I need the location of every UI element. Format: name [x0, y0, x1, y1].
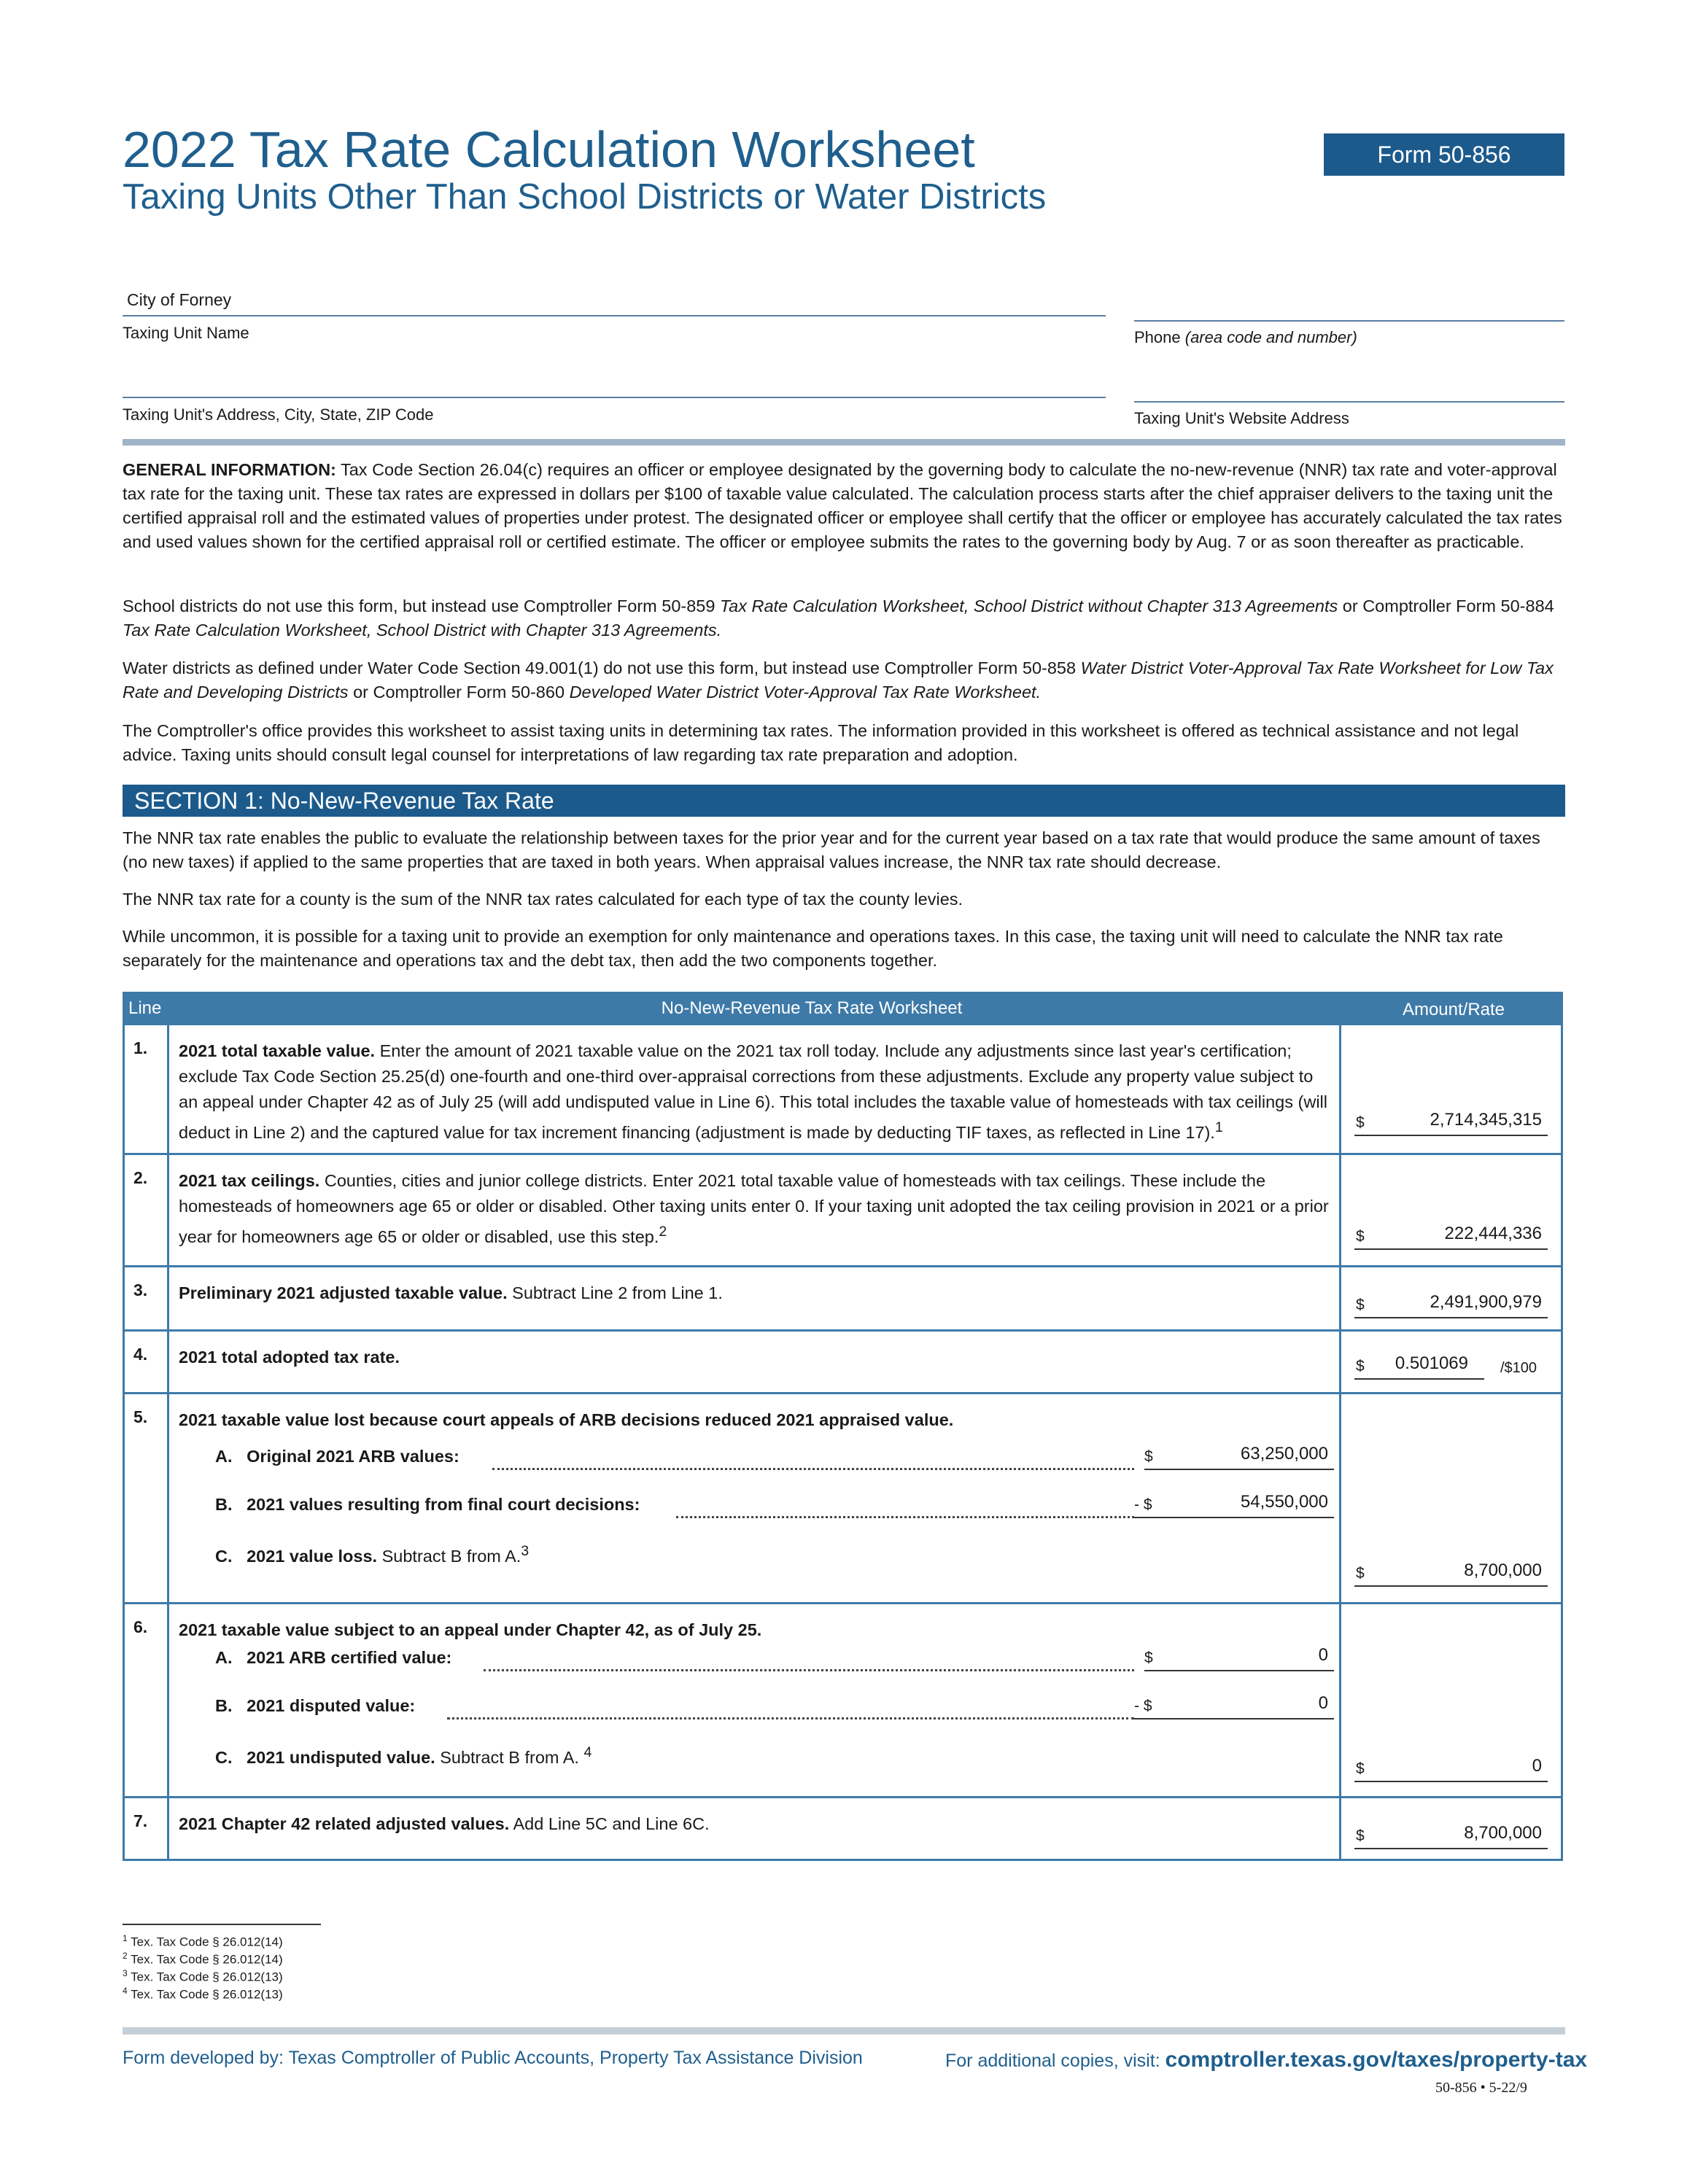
subrow-heading: 2021 undisputed value.: [247, 1747, 435, 1767]
footer-divider: [123, 2027, 1565, 2035]
footnote-rule: [123, 1924, 321, 1925]
dollar-sign: $: [1356, 1760, 1365, 1777]
dollar-sign: $: [1356, 1358, 1365, 1375]
col-amount-header: Amount/Rate: [1402, 1000, 1505, 1019]
subrow-label: [215, 1447, 459, 1466]
footer-copies: [945, 2048, 1587, 2072]
footnote-text: Tex. Tax Code § 26.012(13): [131, 1987, 283, 2002]
website-label: Taxing Unit's Website Address: [1134, 409, 1349, 427]
worksheet-row-6: [123, 1604, 1563, 1798]
subrow-heading: 2021 value loss.: [247, 1546, 378, 1566]
dollar-sign: $: [1144, 1448, 1153, 1465]
amount-cell-divider: [1339, 1155, 1341, 1265]
footnote-text: Tex. Tax Code § 26.012(14): [131, 1935, 283, 1949]
general-info-heading: GENERAL INFORMATION:: [123, 460, 336, 479]
dollar-sign: $: [1356, 1827, 1365, 1844]
row-text: Subtract Line 2 from Line 1.: [507, 1283, 723, 1302]
row-description: [179, 1407, 1331, 1433]
amount-field[interactable]: [1354, 1222, 1548, 1250]
worksheet-row-3: [123, 1267, 1563, 1332]
worksheet-row-5: [123, 1394, 1563, 1604]
general-info-paragraph: [123, 458, 1565, 554]
subrow-letter: B.: [215, 1696, 233, 1715]
section-1-para-1: The NNR tax rate enables the public to evaluate the relationship between taxes for the prior year and for the current year based on a tax rate that would produce the same amount of taxes (no new taxes) if applied to the same properties that are taxed in both years. When appraisal values increase, the NNR tax rate should decrease.: [123, 828, 1540, 871]
col-line-header: Line: [128, 998, 162, 1018]
amount-value: 8,700,000: [1464, 1823, 1542, 1843]
school-form-50-884-title: Tax Rate Calculation Worksheet, School District with Chapter 313 Agreements.: [123, 621, 722, 640]
dollar-sign: $: [1356, 1297, 1365, 1313]
row-text: Add Line 5C and Line 6C.: [509, 1814, 710, 1833]
row-description: [179, 1811, 1331, 1837]
leader-dots: [676, 1514, 1134, 1518]
footer-copies-link[interactable]: comptroller.texas.gov/taxes/property-tax: [1165, 2048, 1588, 2072]
amount-cell-divider: [1339, 1604, 1341, 1796]
taxing-unit-name-line: [123, 315, 1106, 316]
amount-field[interactable]: [1354, 1754, 1548, 1782]
subrow-letter: C.: [215, 1546, 233, 1566]
minus-dollar-sign: - $: [1134, 1698, 1152, 1714]
subrow-label: [215, 1495, 640, 1514]
rate-value: 0.501069: [1395, 1353, 1468, 1373]
subrow-letter: A.: [215, 1648, 233, 1667]
row-number: 1.: [133, 1038, 148, 1057]
leader-dots: [492, 1466, 1134, 1470]
row-text: Counties, cities and junior college districts. Enter 2021 total taxable value of homesteads with tax ceilings. These include the homesteads of homeowners age 65 or older or disabled. Other taxing units enter 0. If your taxing unit adopted the tax ceiling provision in 2021 or a prior year for homeowners age 65 or older or disabled, use this step.: [179, 1171, 1329, 1246]
subrow-text: Subtract B from A.: [377, 1546, 521, 1566]
amount-cell-divider: [1339, 1332, 1341, 1392]
subrow-label: [215, 1648, 451, 1667]
phone-label: [1134, 328, 1357, 347]
phone-label-text: Phone: [1134, 328, 1181, 346]
subrow-heading: 2021 ARB certified value:: [247, 1648, 452, 1667]
amount-cell-divider: [1339, 1025, 1341, 1153]
row-6a: [215, 1648, 1229, 1674]
school-form-50-859-title: Tax Rate Calculation Worksheet, School District without Chapter 313 Agreements: [719, 596, 1338, 615]
water-text-c: or Comptroller Form 50-860: [348, 683, 570, 702]
subrow-heading: Original 2021 ARB values:: [247, 1447, 459, 1466]
form-number-badge: Form 50-856: [1324, 133, 1564, 176]
footnote-number: 3: [123, 1968, 128, 1978]
footnote-text: Tex. Tax Code § 26.012(14): [131, 1952, 283, 1967]
leader-dots: [447, 1715, 1134, 1719]
amount-value: 63,250,000: [1240, 1444, 1328, 1464]
amount-field-5a[interactable]: [1144, 1444, 1334, 1470]
footnote-ref: 4: [583, 1744, 592, 1760]
worksheet-row-1: [123, 1025, 1563, 1155]
rate-unit: /$100: [1500, 1360, 1537, 1376]
address-line[interactable]: [123, 397, 1106, 398]
row-text: Enter the amount of 2021 taxable value on the 2021 tax roll today. Include any adjustments since last year's certification; exclude Tax Code Section 25.25(d) one-fourth and one-third over-appraisal corrections from these adjustments. Exclude any property value subject to an appeal under Chapter 42 as of July 25 (will add undisputed value in Line 6). This total includes the taxable value of homesteads with tax ceilings (will deduct in Line 2) and the captured value for tax increment financing (adjustment is made by deducting TIF taxes, as reflected in Line 17).: [179, 1041, 1327, 1142]
row-number: 5.: [133, 1407, 148, 1426]
amount-value: 0: [1532, 1756, 1542, 1776]
section-1-para-3: While uncommon, it is possible for a taxing unit to provide an exemption for only maintenance and operations taxes. In this case, the taxing unit will need to calculate the NNR tax rate separately for the maintenance and operations tax and the debt tax, then add the two components together.: [123, 927, 1503, 970]
amount-cell-divider: [1339, 1798, 1341, 1859]
row-6c: [215, 1744, 1229, 1771]
page-subtitle: Taxing Units Other Than School Districts or Water Districts: [123, 177, 1047, 217]
taxing-unit-name-label: Taxing Unit Name: [123, 324, 249, 342]
subrow-label: [215, 1744, 592, 1767]
footnote-ref: 3: [521, 1543, 530, 1559]
water-text-a: Water districts as defined under Water Code Section 49.001(1) do not use this form, but instead use Comptroller Form 50-858: [123, 658, 1081, 677]
amount-value: 8,700,000: [1464, 1561, 1542, 1580]
amount-field-6a[interactable]: [1144, 1645, 1334, 1671]
website-line[interactable]: [1134, 401, 1564, 403]
footnote-number: 1: [123, 1933, 128, 1943]
footnote-4: [123, 1982, 283, 2004]
school-text-c: or Comptroller Form 50-884: [1338, 596, 1554, 615]
amount-field-5b[interactable]: [1134, 1492, 1334, 1518]
amount-field[interactable]: [1354, 1291, 1548, 1318]
section-1-para-2: The NNR tax rate for a county is the sum of the NNR tax rates calculated for each type of tax the county levies.: [123, 890, 963, 909]
footer-copies-prefix: For additional copies, visit:: [945, 2051, 1166, 2071]
amount-value: 54,550,000: [1240, 1492, 1328, 1512]
dollar-sign: $: [1356, 1114, 1365, 1131]
subrow-letter: A.: [215, 1447, 233, 1466]
water-districts-paragraph: [123, 656, 1565, 704]
subrow-heading: 2021 disputed value:: [247, 1696, 416, 1715]
water-form-50-858-title: Water District Voter-Approval Tax Rate Worksheet for Low Tax Rate and Developing Districts: [123, 658, 1554, 702]
phone-line[interactable]: [1134, 320, 1564, 322]
subrow-label: [215, 1696, 415, 1715]
dollar-sign: $: [1356, 1228, 1365, 1245]
subrow-letter: B.: [215, 1495, 233, 1514]
footer-developed-by: Form developed by: Texas Comptroller of Public Accounts, Property Tax Assistance Division: [123, 2048, 863, 2068]
footer-form-code: 50-856 • 5-22/9: [1435, 2080, 1527, 2096]
row-5c: [215, 1543, 1229, 1569]
row-description: [179, 1038, 1331, 1146]
worksheet-row-2: [123, 1155, 1563, 1267]
tax-rate-field[interactable]: [1354, 1352, 1537, 1380]
row-heading: 2021 total adopted tax rate.: [179, 1348, 400, 1367]
address-label: Taxing Unit's Address, City, State, ZIP Code: [123, 405, 434, 424]
general-info-text: Tax Code Section 26.04(c) requires an officer or employee designated by the governing body to calculate the no-new-revenue (NNR) tax rate and voter-approval tax rate for the taxing unit. These tax rates are expressed in dollars per $100 of taxable value calculated. The calculation process starts after the chief appraiser delivers to the taxing unit the certified appraisal roll and the estimated values of properties under protest. The designated officer or employee shall certify that the officer or employee has accurately calculated the tax rates and used values shown for the certified appraisal roll or certified estimate. The officer or employee submits the rates to the governing body by Aug. 7 or as soon thereafter as practicable.: [123, 460, 1562, 551]
row-heading: 2021 taxable value lost because court appeals of ARB decisions reduced 2021 appraised value.: [179, 1410, 954, 1429]
footnote-number: 4: [123, 1986, 128, 1996]
subrow-letter: C.: [215, 1747, 233, 1767]
amount-field[interactable]: [1354, 1108, 1548, 1136]
dollar-sign: $: [1356, 1565, 1365, 1582]
row-heading: 2021 tax ceilings.: [179, 1171, 320, 1190]
taxing-unit-name-value[interactable]: City of Forney: [127, 290, 232, 309]
col-title-header: No-New-Revenue Tax Rate Worksheet: [661, 998, 963, 1018]
footnote-number: 2: [123, 1951, 128, 1961]
page-title: 2022 Tax Rate Calculation Worksheet: [123, 121, 975, 178]
leader-dots: [484, 1667, 1134, 1671]
row-description: [179, 1617, 1331, 1643]
row-description: [179, 1168, 1331, 1250]
row-heading: 2021 Chapter 42 related adjusted values.: [179, 1814, 510, 1833]
row-5a: [215, 1447, 1229, 1473]
row-6b: [215, 1696, 1229, 1722]
amount-field-6b[interactable]: [1134, 1693, 1334, 1719]
row-number: 3.: [133, 1281, 148, 1299]
phone-label-italic: (area code and number): [1184, 328, 1357, 346]
row-number: 7.: [133, 1811, 148, 1830]
amount-value: 0: [1318, 1645, 1328, 1665]
header-divider: [123, 439, 1565, 446]
water-form-50-860-title: Developed Water District Voter-Approval Tax Rate Worksheet.: [569, 683, 1042, 702]
school-text-a: School districts do not use this form, but instead use Comptroller Form 50-859: [123, 596, 720, 615]
worksheet-header-row: [123, 992, 1563, 1025]
amount-field[interactable]: [1354, 1559, 1548, 1587]
row-heading: 2021 total taxable value.: [179, 1041, 376, 1060]
row-heading: Preliminary 2021 adjusted taxable value.: [179, 1283, 508, 1302]
subrow-heading: 2021 values resulting from final court decisions:: [247, 1495, 640, 1514]
worksheet-row-4: [123, 1332, 1563, 1394]
subrow-label: [215, 1543, 530, 1566]
row-description: [179, 1281, 1331, 1306]
section-1-header: SECTION 1: No-New-Revenue Tax Rate: [123, 785, 1565, 817]
footnote-ref: 1: [1214, 1119, 1223, 1135]
amount-value: 0: [1318, 1693, 1328, 1713]
amount-cell-divider: [1339, 1394, 1341, 1602]
dollar-sign: $: [1144, 1649, 1153, 1666]
amount-value: 2,714,345,315: [1430, 1110, 1542, 1130]
amount-cell-divider: [1339, 1267, 1341, 1329]
row-number: 2.: [133, 1168, 148, 1187]
subrow-text: Subtract B from A.: [435, 1747, 579, 1767]
row-5b: [215, 1495, 1229, 1521]
footnote-text: Tex. Tax Code § 26.012(13): [131, 1970, 283, 1984]
row-heading: 2021 taxable value subject to an appeal under Chapter 42, as of July 25.: [179, 1620, 762, 1639]
worksheet-row-7: [123, 1798, 1563, 1861]
row-number: 4.: [133, 1345, 148, 1364]
row-description: [179, 1345, 1331, 1370]
amount-value: 2,491,900,979: [1430, 1292, 1542, 1312]
amount-field[interactable]: [1354, 1822, 1548, 1849]
school-districts-paragraph: [123, 594, 1565, 642]
footnote-ref: 2: [659, 1224, 667, 1240]
amount-value: 222,444,336: [1444, 1224, 1542, 1243]
comptroller-disclaimer-paragraph: The Comptroller's office provides this worksheet to assist taxing units in determining tax rates. The information provided in this worksheet is offered as technical assistance and not legal advice. Taxing units should consult legal counsel for interpretations of law regarding tax rate preparation and adoption.: [123, 721, 1519, 764]
row-number: 6.: [133, 1617, 148, 1636]
minus-dollar-sign: - $: [1134, 1496, 1152, 1513]
